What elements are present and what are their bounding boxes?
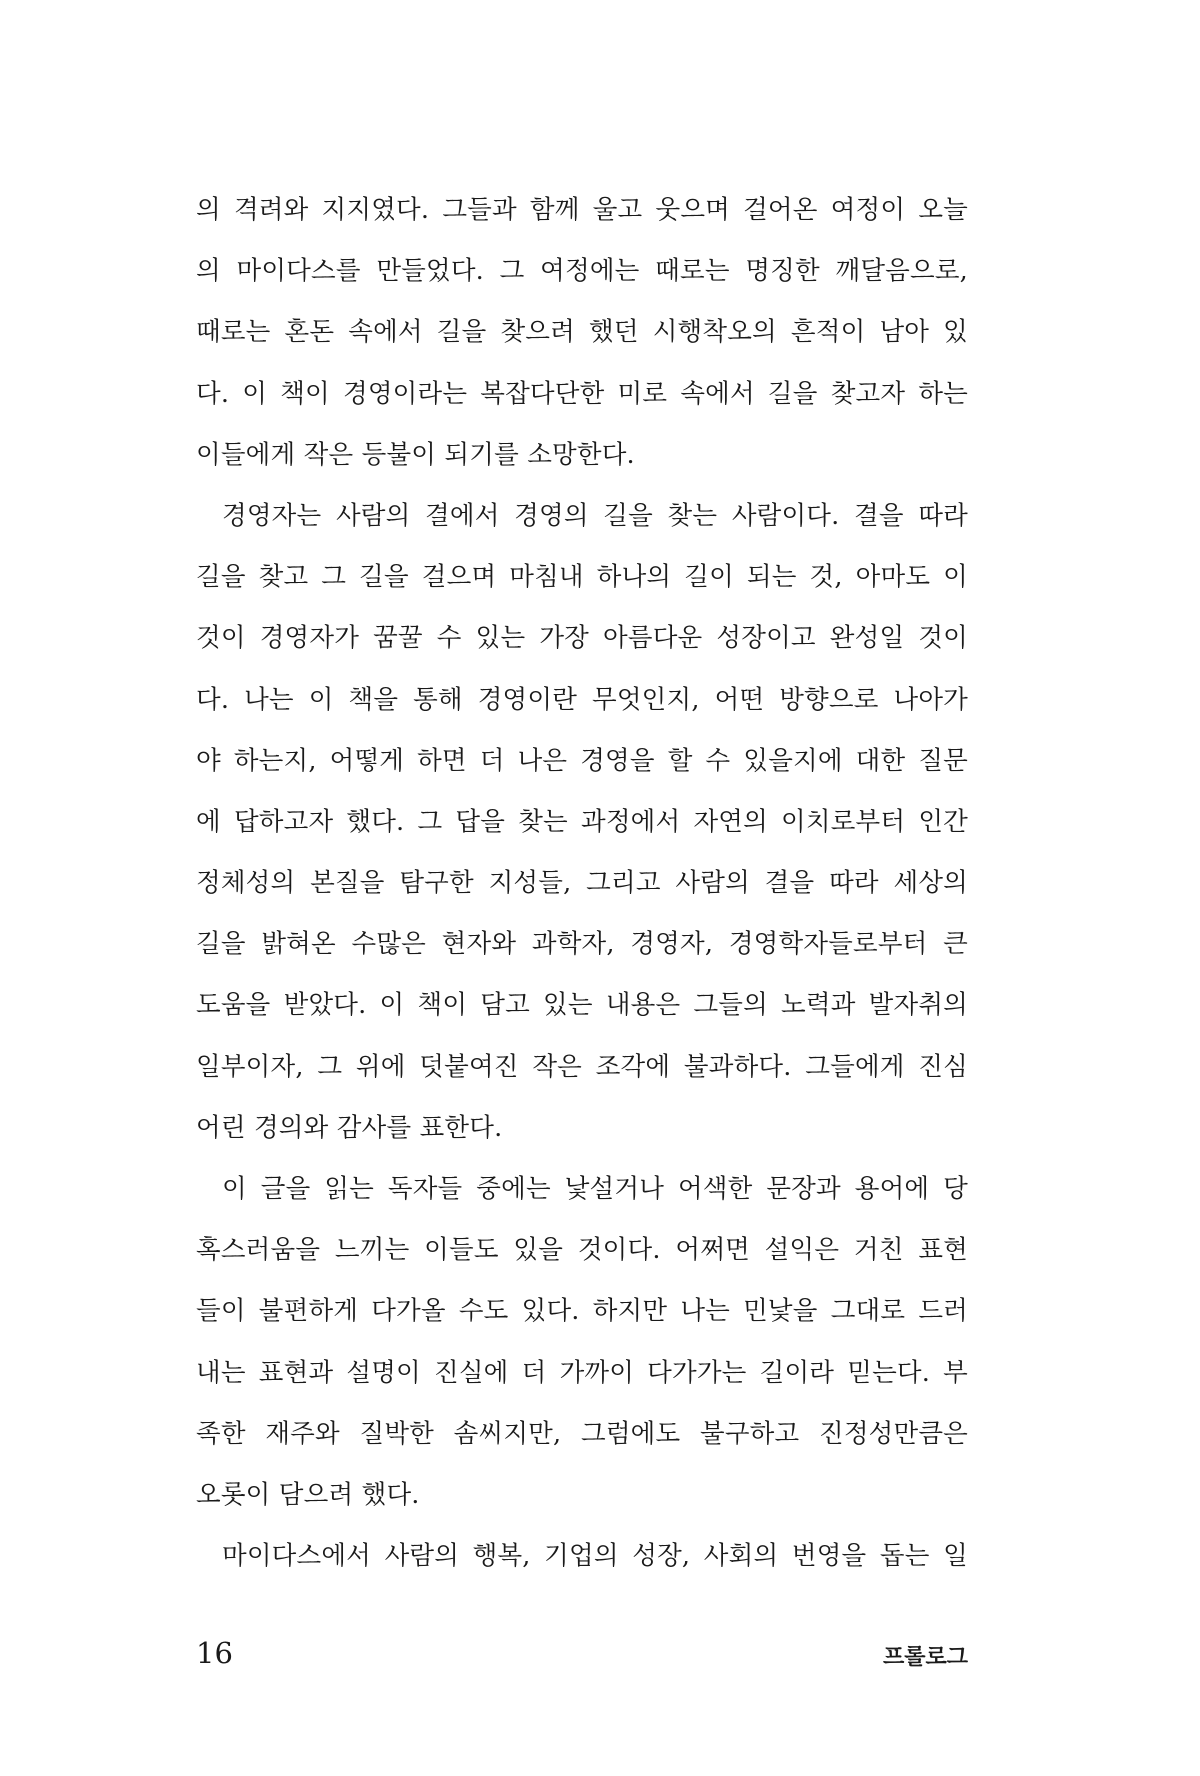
text-line: 경영자는 사람의 결에서 경영의 길을 찾는 사람이다. 결을 따라 xyxy=(222,500,968,531)
text-line: 혹스러움을 느끼는 이들도 있을 것이다. 어쩌면 설익은 거친 표현 xyxy=(196,1235,968,1266)
page-number: 16 xyxy=(196,1636,233,1670)
text-line: 도움을 받았다. 이 책이 담고 있는 내용은 그들의 노력과 발자취의 xyxy=(196,990,968,1021)
text-line: 길을 찾고 그 길을 걸으며 마침내 하나의 길이 되는 것, 아마도 이 xyxy=(196,562,968,593)
text-line: 의 격려와 지지였다. 그들과 함께 울고 웃으며 걸어온 여정이 오늘 xyxy=(196,195,968,225)
text-line: 것이 경영자가 꿈꿀 수 있는 가장 아름다운 성장이고 완성일 것이 xyxy=(196,623,968,654)
text-line: 들이 불편하게 다가올 수도 있다. 하지만 나는 민낯을 그대로 드러 xyxy=(196,1296,968,1327)
running-head: 프롤로그 xyxy=(882,1645,968,1670)
text-line: 의 마이다스를 만들었다. 그 여정에는 때로는 명징한 깨달음으로, xyxy=(196,256,968,287)
text-line: 정체성의 본질을 탐구한 지성들, 그리고 사람의 결을 따라 세상의 xyxy=(196,868,968,899)
text-line: 길을 밝혀온 수많은 현자와 과학자, 경영자, 경영학자들로부터 큰 xyxy=(196,929,968,960)
text-line: 다. 나는 이 책을 통해 경영이란 무엇인지, 어떤 방향으로 나아가 xyxy=(196,684,968,715)
text-line: 이들에게 작은 등불이 되기를 소망한다. xyxy=(196,439,635,470)
text-line: 일부이자, 그 위에 덧붙여진 작은 조각에 불과하다. 그들에게 진심 xyxy=(196,1051,968,1082)
text-line: 마이다스에서 사람의 행복, 기업의 성장, 사회의 번영을 돕는 일 xyxy=(222,1541,968,1572)
text-line: 이 글을 읽는 독자들 중에는 낯설거나 어색한 문장과 용어에 당 xyxy=(222,1174,968,1204)
body-text xyxy=(196,180,968,1587)
text-line: 에 답하고자 했다. 그 답을 찾는 과정에서 자연의 이치로부터 인간 xyxy=(196,806,968,837)
text-line: 어린 경의와 감사를 표한다. xyxy=(196,1112,503,1143)
text-line: 때로는 혼돈 속에서 길을 찾으려 했던 시행착오의 흔적이 남아 있 xyxy=(196,317,968,348)
text-line: 내는 표현과 설명이 진실에 더 가까이 다가가는 길이라 믿는다. 부 xyxy=(196,1357,968,1388)
text-line: 오롯이 담으려 했다. xyxy=(196,1479,420,1510)
text-line: 야 하는지, 어떻게 하면 더 나은 경영을 할 수 있을지에 대한 질문 xyxy=(196,745,968,776)
text-line: 다. 이 책이 경영이라는 복잡다단한 미로 속에서 길을 찾고자 하는 xyxy=(196,378,968,409)
text-line: 족한 재주와 질박한 솜씨지만, 그럼에도 불구하고 진정성만큼은 xyxy=(196,1418,968,1449)
